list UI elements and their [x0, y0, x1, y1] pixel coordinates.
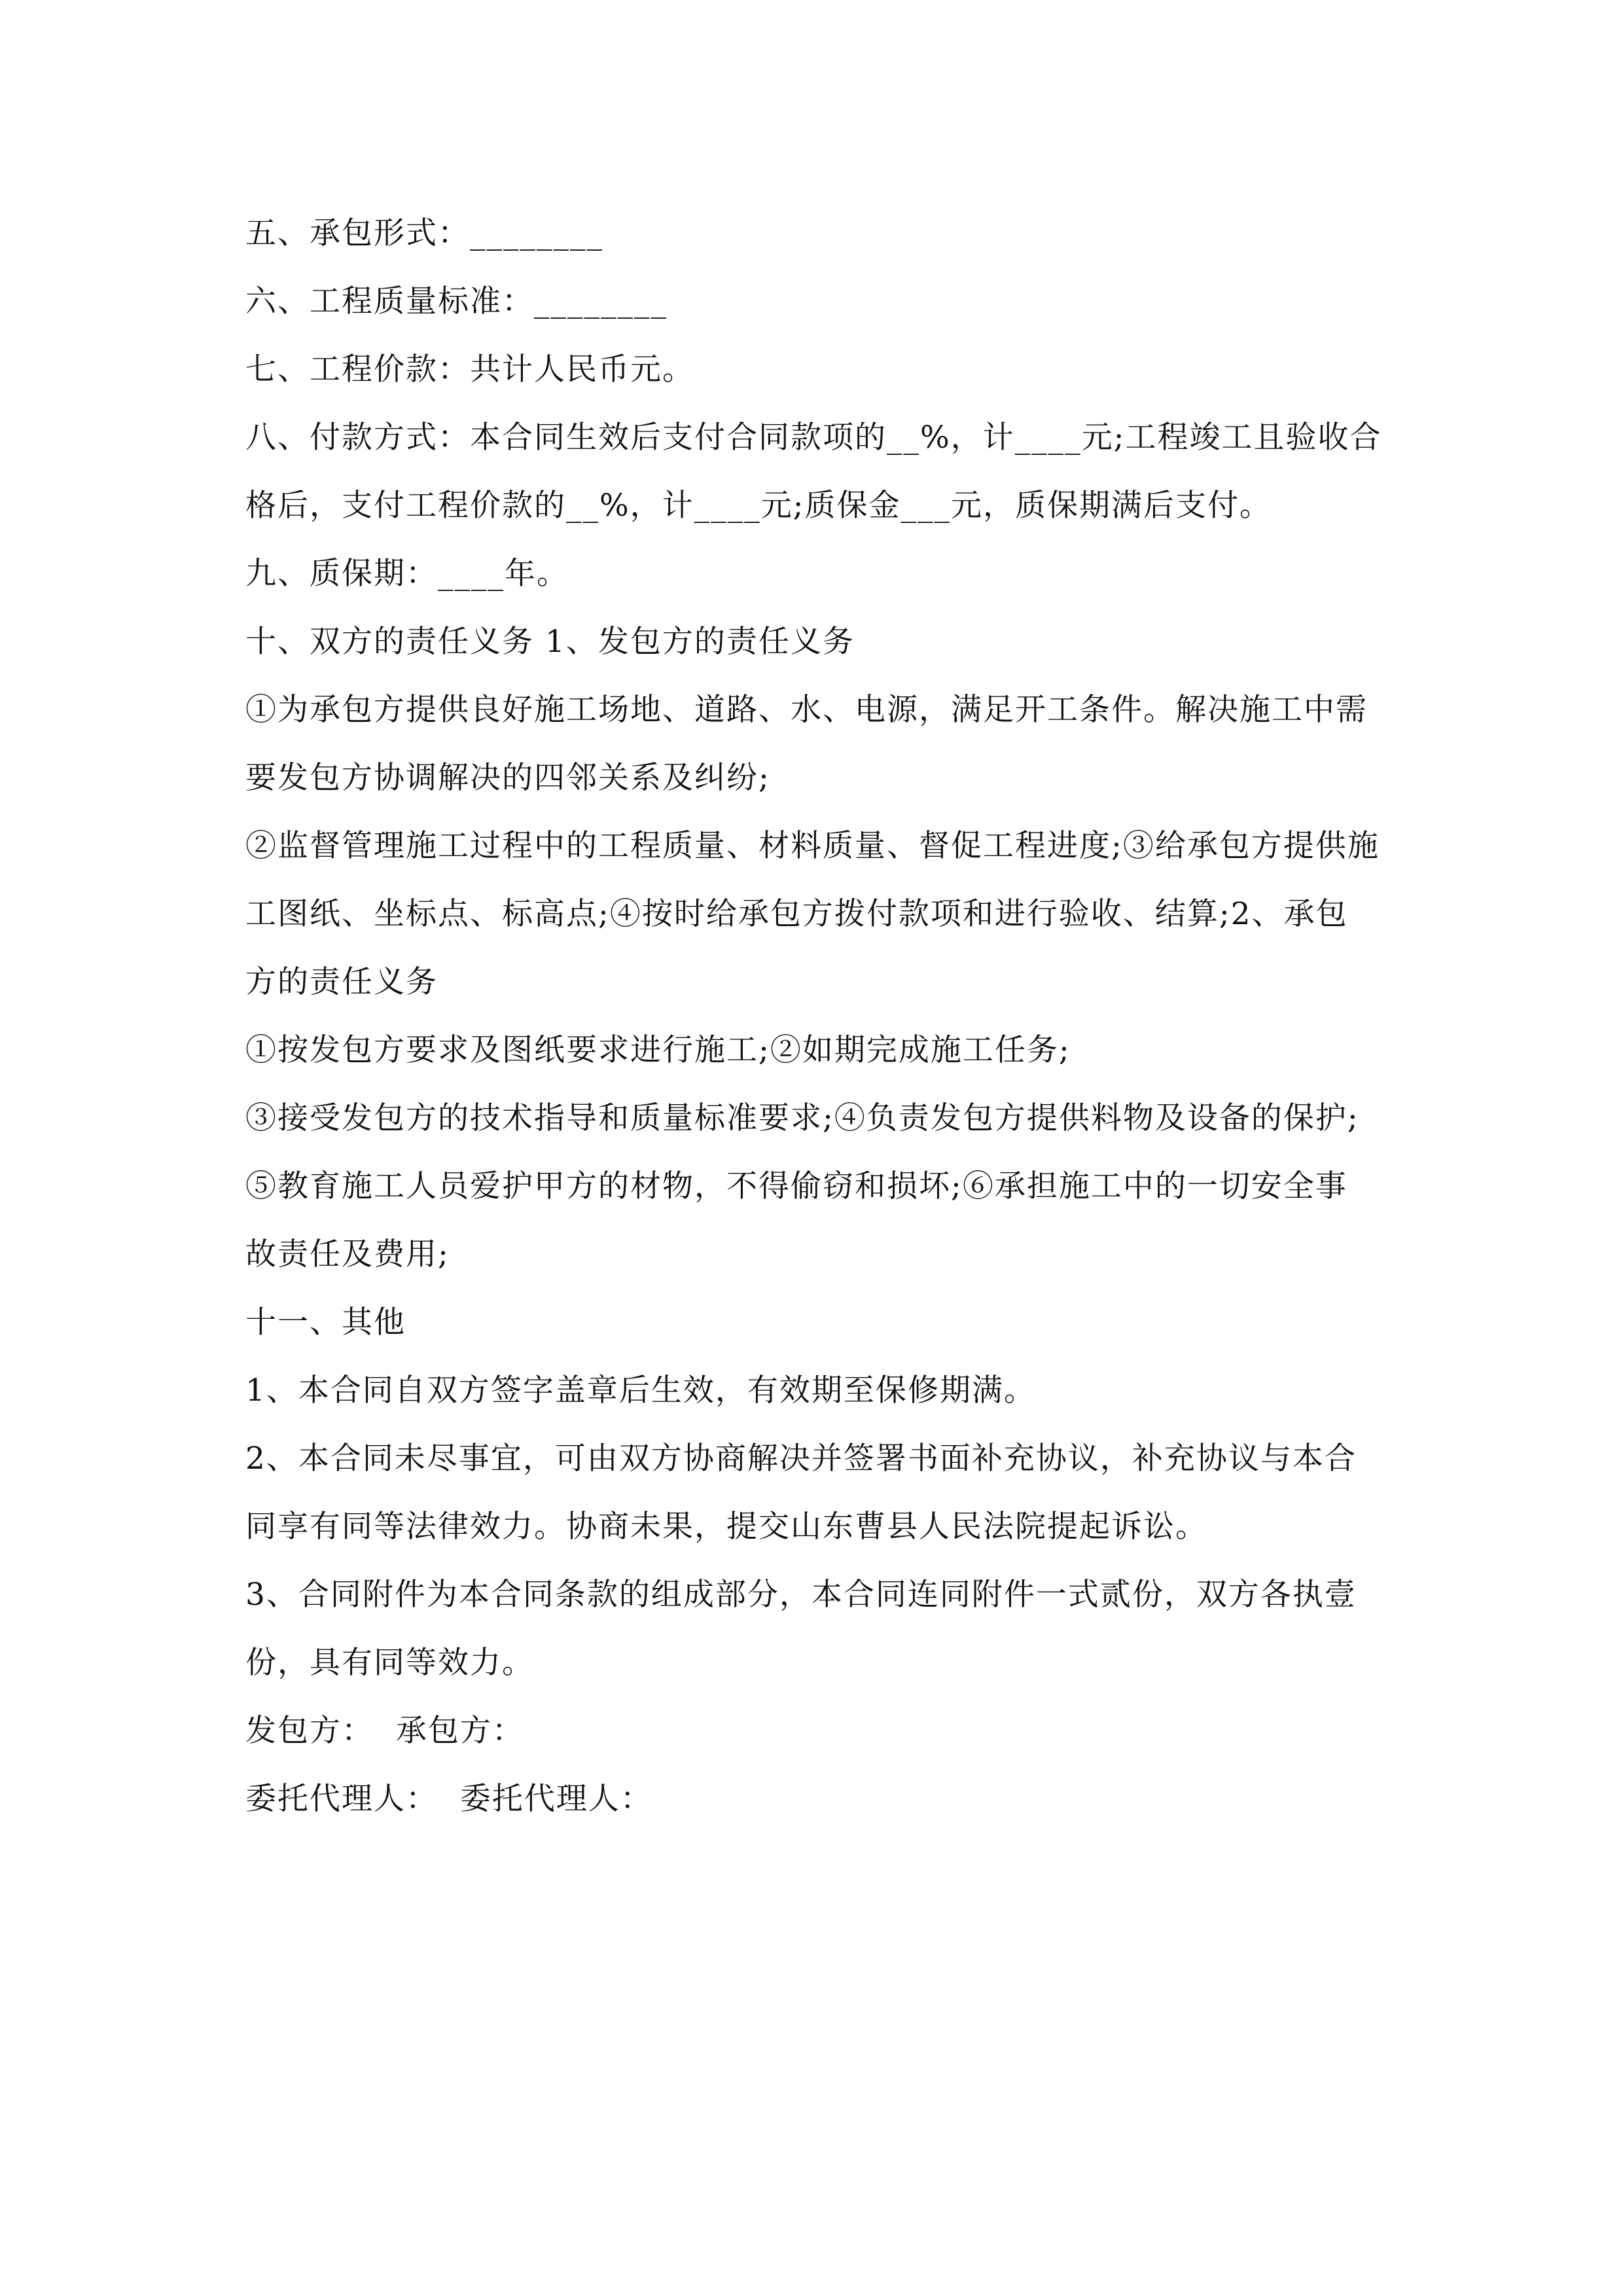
employer-duty-line-1: ①为承包方提供良好施工场地、道路、水、电源，满足开工条件。解决施工中需	[245, 692, 1368, 728]
other-item-2-line-2: 同享有同等法律效力。协商未果，提交山东曹县人民法院提起诉讼。	[245, 1509, 1207, 1545]
clause-11-other-heading: 十一、其他	[245, 1304, 406, 1340]
clause-6-quality-standard: 六、工程质量标准：________	[245, 283, 668, 319]
other-item-3-line-2: 份，具有同等效力。	[245, 1645, 534, 1681]
employer-duty-line-3: ②监督管理施工过程中的工程质量、材料质量、督促工程进度;③给承包方提供施	[245, 828, 1380, 864]
employer-duty-line-2: 要发包方协调解决的四邻关系及纠纷;	[245, 760, 770, 796]
other-item-1: 1、本合同自双方签字盖章后生效，有效期至保修期满。	[245, 1372, 1036, 1408]
clause-5-contract-form: 五、承包形式：________	[245, 215, 603, 251]
clause-8-payment-method-line-1: 八、付款方式：本合同生效后支付合同款项的__%，计____元;工程竣工且验收合	[245, 420, 1382, 456]
clause-9-warranty-period: 九、质保期：____年。	[245, 556, 569, 592]
clause-10-responsibilities-heading: 十、双方的责任义务 1、发包方的责任义务	[245, 624, 855, 660]
signature-parties: 发包方： 承包方：	[245, 1713, 524, 1749]
signature-agents: 委托代理人： 委托代理人：	[245, 1781, 652, 1817]
clause-8-payment-method-line-2: 格后，支付工程价款的__%，计____元;质保金___元，质保期满后支付。	[245, 488, 1272, 524]
contractor-duty-heading: 方的责任义务	[245, 964, 438, 1000]
contractor-duty-line-1: ①按发包方要求及图纸要求进行施工;②如期完成施工任务;	[245, 1032, 1071, 1068]
contract-body	[245, 200, 1381, 1833]
contractor-duty-line-3: ⑤教育施工人员爱护甲方的材物，不得偷窃和损坏;⑥承担施工中的一切安全事	[245, 1168, 1347, 1204]
contractor-duty-line-4: 故责任及费用;	[245, 1236, 450, 1272]
other-item-2-line-1: 2、本合同未尽事宜，可由双方协商解决并签署书面补充协议，补充协议与本合	[245, 1441, 1357, 1477]
other-item-3-line-1: 3、合同附件为本合同条款的组成部分，本合同连同附件一式贰份，双方各执壹	[245, 1577, 1357, 1613]
contractor-duty-line-2: ③接受发包方的技术指导和质量标准要求;④负责发包方提供料物及设备的保护;	[245, 1100, 1359, 1136]
employer-duty-line-4: 工图纸、坐标点、标高点;④按时给承包方拨付款项和进行验收、结算;2、承包	[245, 896, 1348, 932]
clause-7-project-price: 七、工程价款：共计人民币元。	[245, 351, 694, 387]
